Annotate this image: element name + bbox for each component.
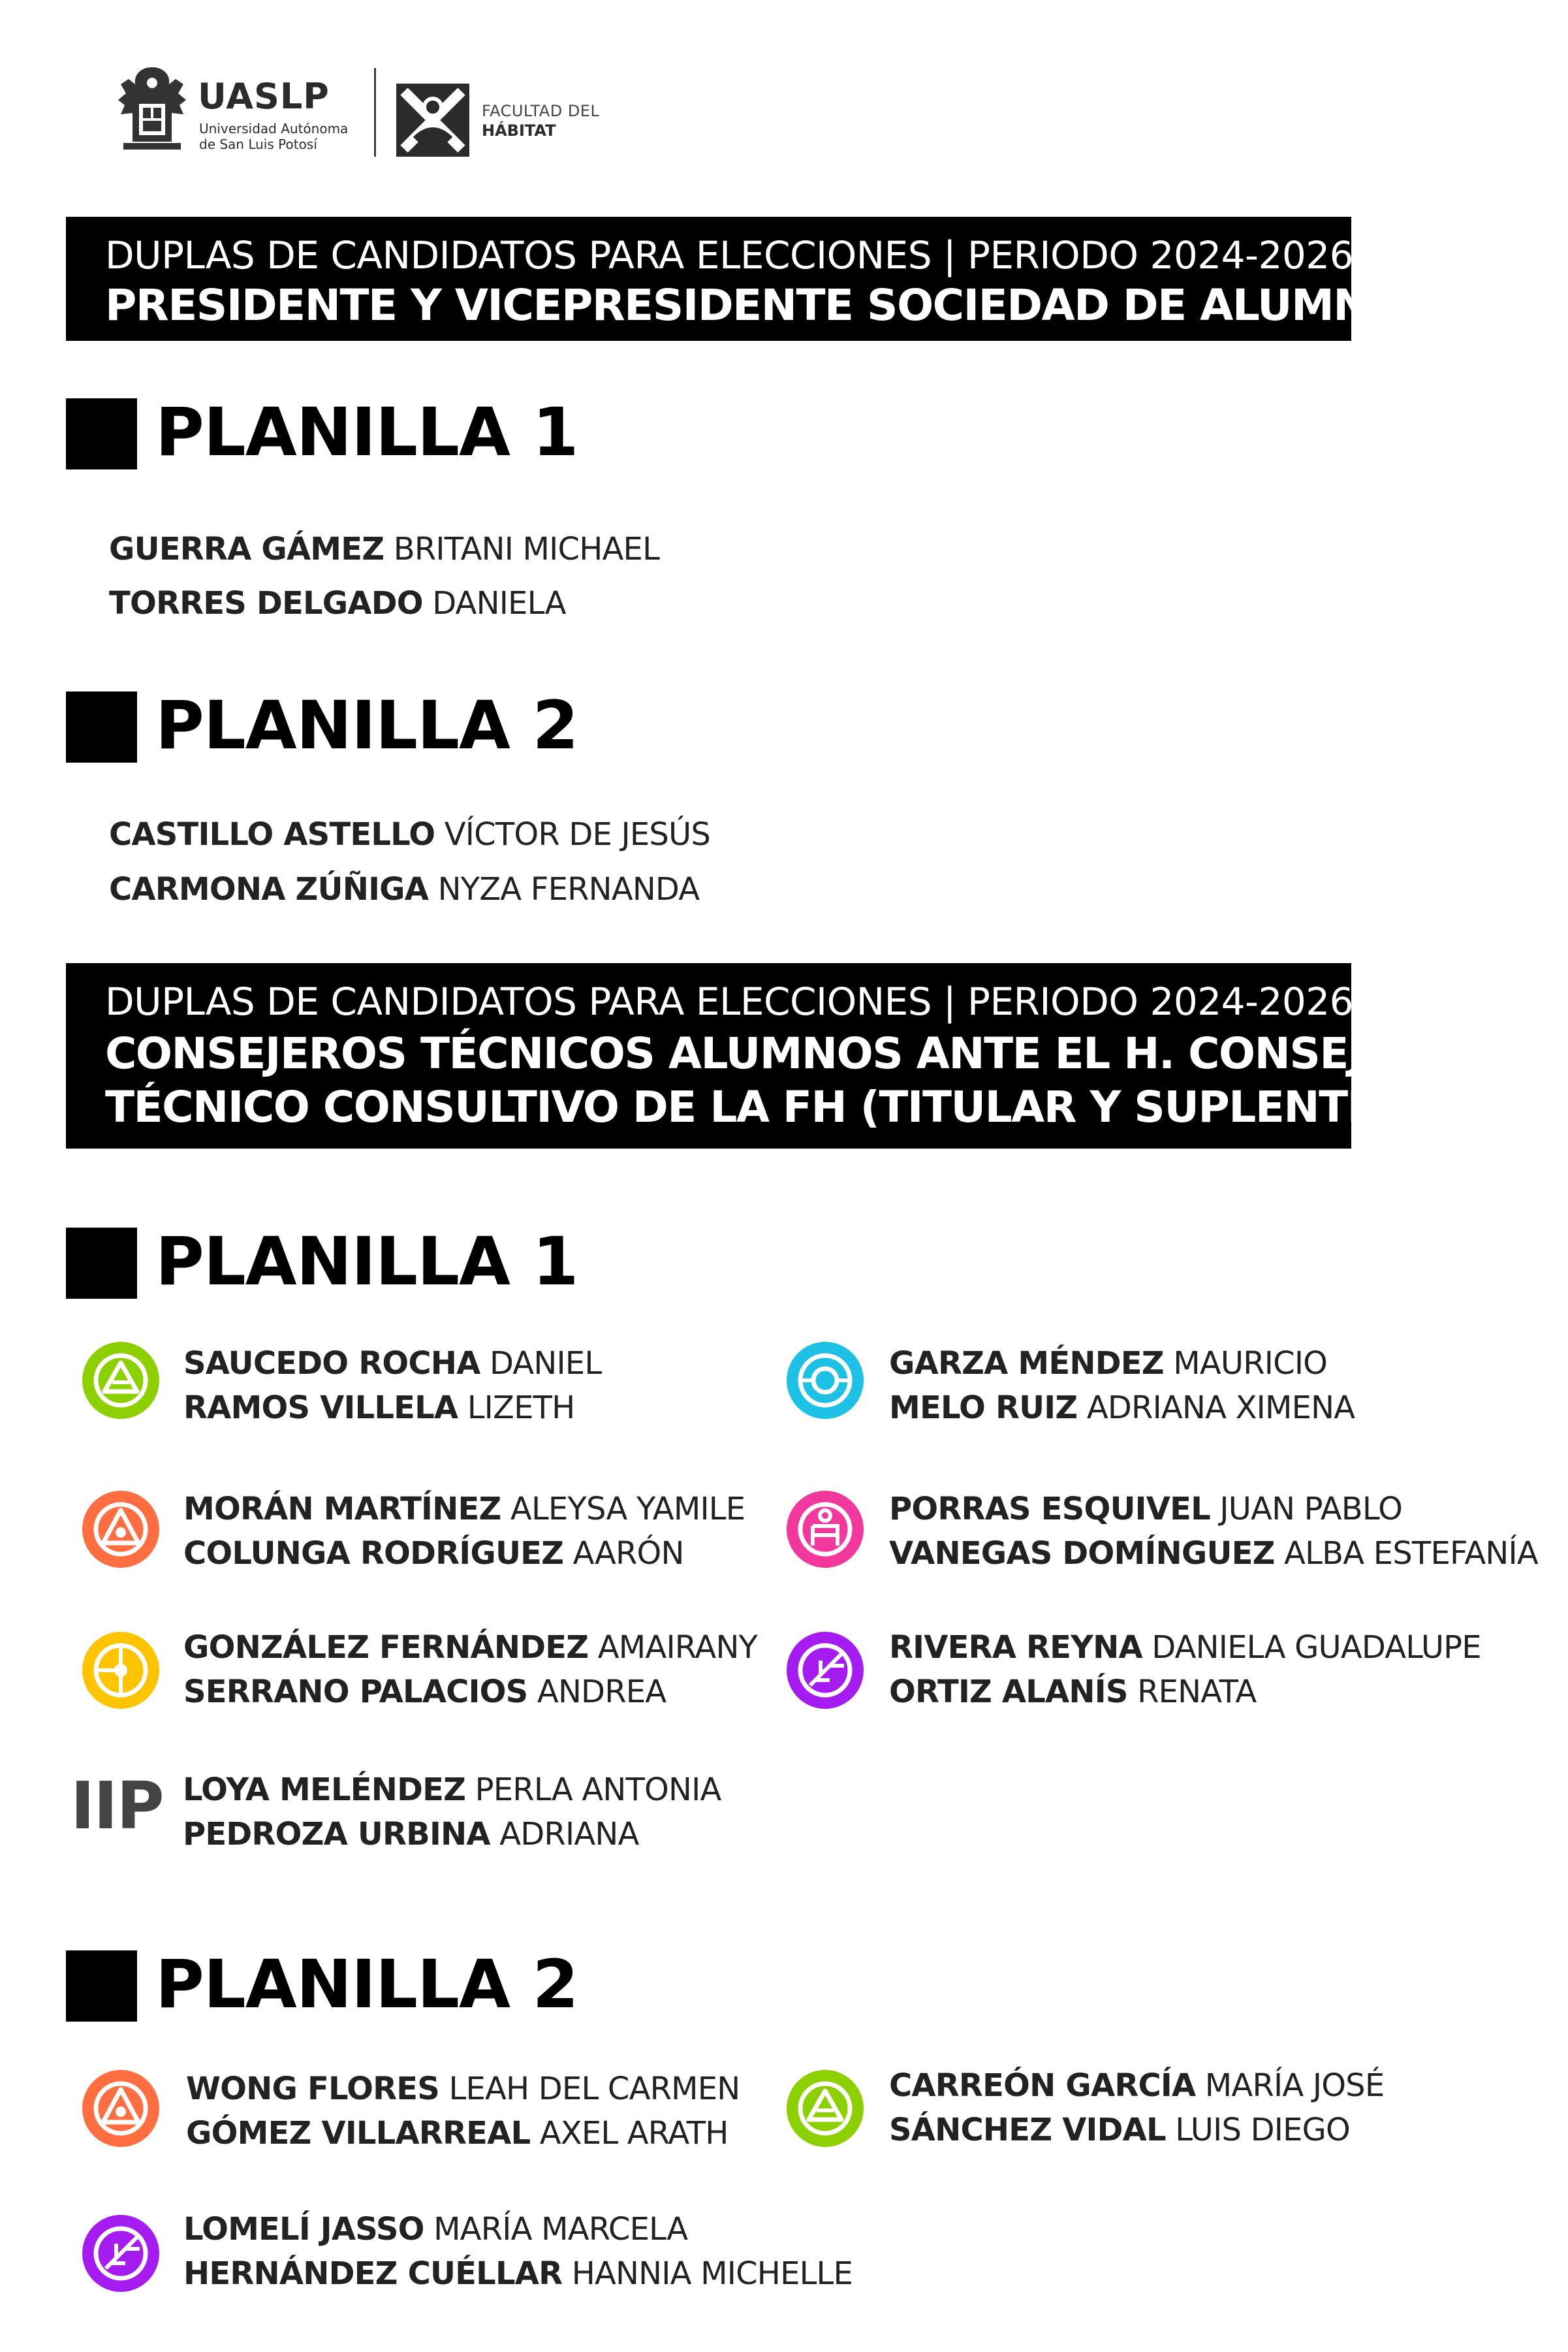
surname: LOYA MELÉNDEZ: [183, 1772, 466, 1808]
planilla-bullet: [66, 691, 137, 763]
given-name: AMAIRANY: [597, 1629, 758, 1666]
surname: MELO RUIZ: [889, 1390, 1078, 1426]
logo-divider: [374, 68, 376, 157]
uaslp-logo: [114, 62, 388, 167]
dupla-titular: [186, 2073, 740, 2105]
pink-chair-icon: [787, 1491, 864, 1568]
section2-banner: [66, 963, 1399, 1149]
surname: WONG FLORES: [186, 2071, 440, 2107]
section1-banner: [66, 217, 1434, 341]
fh-logo-icon: [396, 84, 469, 157]
given-name: AXEL ARATH: [539, 2115, 729, 2152]
s2-planilla1-label: PLANILLA 1: [155, 1223, 578, 1301]
section2-subtitle: DUPLAS DE CANDIDATOS PARA ELECCIONES | PERIODO 2024-2026: [105, 979, 1354, 1024]
surname: TORRES DELGADO: [109, 585, 423, 622]
given-name: VÍCTOR DE JESÚS: [444, 816, 711, 853]
section2-title-line1: CONSEJEROS TÉCNICOS ALUMNOS ANTE EL H. CONSEJO: [105, 1028, 1399, 1079]
dupla-suplente: [889, 2114, 1350, 2146]
surname: GARZA MÉNDEZ: [889, 1345, 1164, 1382]
given-name: DANIELA: [432, 585, 566, 622]
surname: ORTIZ ALANÍS: [889, 1674, 1128, 1710]
dupla-suplente: [183, 2255, 853, 2292]
surname: LOMELÍ JASSO: [183, 2211, 424, 2248]
surname: RAMOS VILLELA: [183, 1390, 458, 1426]
surname: PORRAS ESQUIVEL: [889, 1491, 1210, 1527]
surname: GONZÁLEZ FERNÁNDEZ: [183, 1629, 589, 1666]
planilla-bullet: [66, 398, 137, 469]
surname: COLUNGA RODRÍGUEZ: [183, 1535, 564, 1572]
orange-triangle-icon: [82, 1491, 159, 1568]
surname: VANEGAS DOMÍNGUEZ: [889, 1535, 1275, 1572]
given-name: PERLA ANTONIA: [475, 1772, 721, 1808]
surname: MORÁN MARTÍNEZ: [183, 1491, 501, 1527]
purple-leaf-icon: [787, 1632, 864, 1709]
purple-leaf-icon: [82, 2215, 159, 2292]
iip-label: IIP: [71, 1768, 163, 1844]
section2-title-line2: TÉCNICO CONSULTIVO DE LA FH (TITULAR Y SUPLENTE): [105, 1082, 1394, 1132]
dupla-titular: [889, 1345, 1328, 1382]
given-name: MAURICIO: [1173, 1345, 1328, 1382]
planilla-bullet: [66, 1228, 137, 1299]
surname: RIVERA REYNA: [889, 1629, 1142, 1666]
given-name: HANNIA MICHELLE: [571, 2255, 853, 2292]
s1-p1-member-2: [109, 585, 566, 622]
given-name: BRITANI MICHAEL: [393, 531, 660, 567]
dupla-suplente: [889, 1535, 1538, 1572]
given-name: AARÓN: [572, 1535, 684, 1572]
dupla-titular: [183, 1493, 745, 1525]
dupla-suplente: [183, 1816, 639, 1852]
given-name: ADRIANA: [499, 1816, 639, 1852]
dupla-suplente: [186, 2115, 729, 2152]
cyan-target-icon: [787, 1342, 864, 1419]
yellow-circle-icon: [82, 1632, 159, 1709]
fh-line2: HÁBITAT: [482, 121, 556, 140]
surname: SERRANO PALACIOS: [183, 1674, 528, 1710]
dupla-suplente: [889, 1676, 1256, 1708]
given-name: RENATA: [1137, 1674, 1257, 1710]
given-name: DANIELA GUADALUPE: [1152, 1629, 1481, 1666]
dupla-titular: [889, 1629, 1481, 1666]
surname: CARREÓN GARCÍA: [889, 2067, 1196, 2104]
dupla-titular: [889, 1493, 1402, 1525]
uaslp-line1: Universidad Autónoma: [199, 121, 349, 136]
green-triangle-icon: [82, 1342, 159, 1419]
green-triangle-icon: [787, 2070, 864, 2147]
given-name: MARÍA MARCELA: [433, 2211, 688, 2248]
fh-line1: FACULTAD DEL: [482, 102, 600, 120]
dupla-suplente: [889, 1390, 1355, 1426]
surname: SAUCEDO ROCHA: [183, 1345, 480, 1382]
s1-planilla1-label: PLANILLA 1: [155, 394, 578, 471]
given-name: MARÍA JOSÉ: [1204, 2067, 1385, 2104]
dupla-suplente: [183, 1390, 575, 1426]
uaslp-name: UASLP: [198, 76, 330, 117]
uaslp-seal-icon: [114, 65, 190, 156]
uaslp-line2: de San Luis Potosí: [199, 136, 317, 152]
s1-planilla2-label: PLANILLA 2: [155, 687, 578, 765]
s1-p1-member-1: [109, 533, 659, 565]
dupla-titular: [183, 2211, 688, 2248]
dupla-suplente: [183, 1676, 666, 1708]
given-name: DANIEL: [489, 1345, 602, 1382]
dupla-titular: [183, 1345, 602, 1382]
surname: PEDROZA URBINA: [183, 1816, 490, 1852]
planilla-bullet: [66, 1950, 137, 2022]
s2-planilla2-label: PLANILLA 2: [155, 1946, 578, 2024]
given-name: LEAH DEL CARMEN: [448, 2071, 740, 2107]
dupla-titular: [183, 1772, 721, 1808]
section1-title: PRESIDENTE Y VICEPRESIDENTE SOCIEDAD DE ALUMNOS: [105, 280, 1434, 330]
surname: GUERRA GÁMEZ: [109, 531, 384, 567]
dupla-suplente: [183, 1535, 684, 1572]
s1-p2-member-1: [109, 816, 711, 853]
given-name: NYZA FERNANDA: [437, 871, 700, 908]
given-name: ALBA ESTEFANÍA: [1284, 1535, 1538, 1572]
section1-subtitle: DUPLAS DE CANDIDATOS PARA ELECCIONES | PERIODO 2024-2026: [105, 233, 1354, 278]
s1-p2-member-2: [109, 871, 700, 908]
dupla-titular: [183, 1629, 758, 1666]
surname: CASTILLO ASTELLO: [109, 816, 435, 853]
surname: HERNÁNDEZ CUÉLLAR: [183, 2255, 563, 2292]
surname: CARMONA ZÚÑIGA: [109, 871, 429, 908]
surname: SÁNCHEZ VIDAL: [889, 2112, 1166, 2148]
surname: GÓMEZ VILLARREAL: [186, 2115, 531, 2152]
given-name: LIZETH: [467, 1390, 575, 1426]
given-name: LUIS DIEGO: [1175, 2112, 1351, 2148]
orange-triangle-icon: [82, 2070, 159, 2147]
given-name: ALEYSA YAMILE: [510, 1491, 745, 1527]
given-name: ADRIANA XIMENA: [1086, 1390, 1355, 1426]
given-name: JUAN PABLO: [1219, 1491, 1403, 1527]
given-name: ANDREA: [537, 1674, 666, 1710]
dupla-titular: [889, 2067, 1385, 2104]
